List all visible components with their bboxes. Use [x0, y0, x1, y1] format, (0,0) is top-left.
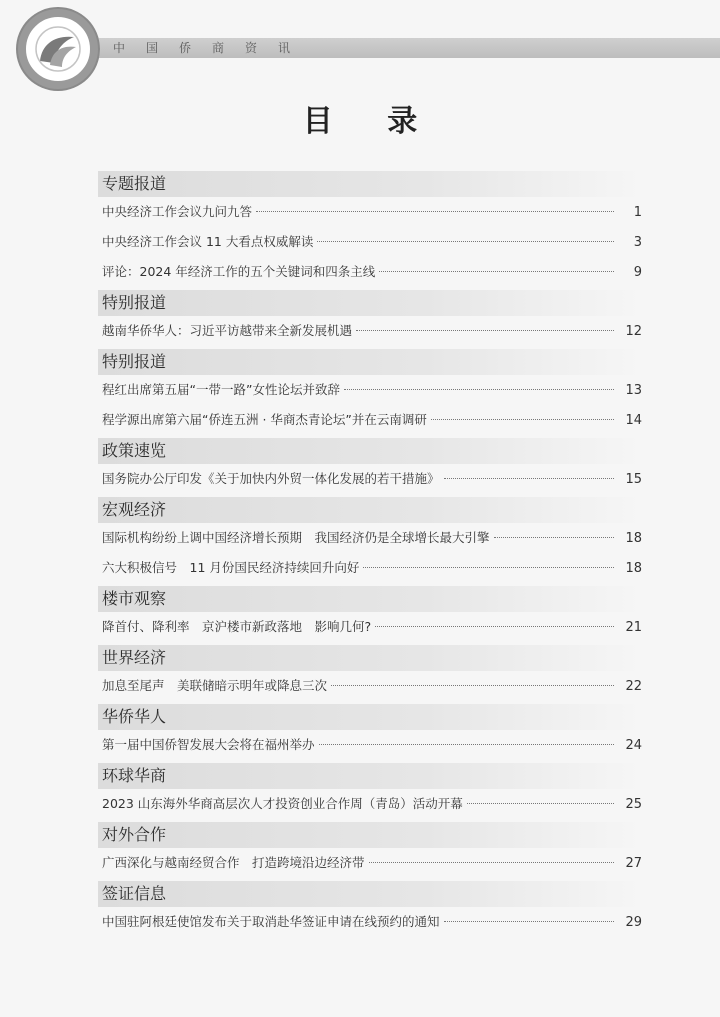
entry-title: 越南华侨华人：习近平访越带来全新发展机遇	[102, 323, 353, 338]
page-number: 9	[633, 265, 642, 280]
dot-leader	[379, 271, 614, 272]
page-number: 22	[625, 679, 642, 694]
entry-title: 程红出席第五届“一带一路”女性论坛并致辞	[102, 382, 340, 397]
dot-leader	[375, 626, 614, 627]
entry-title: 中央经济工作会议 11 大看点权威解读	[102, 234, 314, 249]
entry-title: 中央经济工作会议九问九答	[102, 204, 253, 219]
dot-leader	[431, 419, 614, 420]
page-number: 12	[625, 324, 642, 339]
section-heading: 宏观经济	[98, 497, 642, 523]
section-heading: 政策速览	[98, 438, 642, 464]
entry-title: 国务院办公厅印发《关于加快内外贸一体化发展的若干措施》	[102, 471, 440, 486]
page-number: 13	[625, 383, 642, 398]
section-heading: 专题报道	[98, 171, 642, 197]
toc-section	[98, 349, 642, 435]
section-heading: 楼市观察	[98, 586, 642, 612]
page-number: 29	[625, 915, 642, 930]
toc-section	[98, 704, 642, 760]
magazine-logo	[16, 7, 100, 91]
page-number: 18	[625, 561, 642, 576]
page-number: 24	[625, 738, 642, 753]
section-heading: 特别报道	[98, 349, 642, 375]
dot-leader	[331, 685, 614, 686]
dot-leader	[467, 803, 614, 804]
dot-leader	[256, 211, 614, 212]
toc-section	[98, 822, 642, 878]
toc-entry[interactable]	[98, 671, 642, 701]
page-number: 1	[633, 205, 642, 220]
section-heading: 签证信息	[98, 881, 642, 907]
toc-entry[interactable]	[98, 612, 642, 642]
entry-title: 2023 山东海外华商高层次人才投资创业合作周（青岛）活动开幕	[102, 796, 463, 811]
dot-leader	[363, 567, 614, 568]
toc-entry[interactable]	[98, 464, 642, 494]
entry-title: 程学源出席第六届“侨连五洲 · 华商杰青论坛”并在云南调研	[102, 412, 427, 427]
toc-section	[98, 171, 642, 287]
page-title: 目 录	[302, 104, 440, 139]
toc-section	[98, 438, 642, 494]
page-number: 21	[625, 620, 642, 635]
page-number: 25	[625, 797, 642, 812]
section-heading: 华侨华人	[98, 704, 642, 730]
page-number: 14	[625, 413, 642, 428]
dot-leader	[444, 478, 614, 479]
dot-leader	[369, 862, 614, 863]
toc-section	[98, 881, 642, 937]
toc-section	[98, 290, 642, 346]
toc-section	[98, 586, 642, 642]
dot-leader	[494, 537, 614, 538]
toc-entry[interactable]	[98, 553, 642, 583]
toc-section	[98, 645, 642, 701]
entry-title: 降首付、降利率 京沪楼市新政落地 影响几何?	[102, 619, 372, 634]
toc-entry[interactable]	[98, 848, 642, 878]
entry-title: 评论：2024 年经济工作的五个关键词和四条主线	[102, 264, 376, 279]
section-heading: 特别报道	[98, 290, 642, 316]
toc-entry[interactable]	[98, 227, 642, 257]
dot-leader	[317, 241, 614, 242]
entry-title: 加息至尾声 美联储暗示明年或降息三次	[102, 678, 328, 693]
table-of-contents	[98, 171, 642, 940]
entry-title: 六大积极信号 11 月份国民经济持续回升向好	[102, 560, 360, 575]
toc-entry[interactable]	[98, 316, 642, 346]
toc-entry[interactable]	[98, 523, 642, 553]
page-number: 15	[625, 472, 642, 487]
toc-entry[interactable]	[98, 197, 642, 227]
toc-entry[interactable]	[98, 405, 642, 435]
section-heading: 对外合作	[98, 822, 642, 848]
page-number: 3	[633, 235, 642, 250]
toc-entry[interactable]	[98, 730, 642, 760]
entry-title: 中国驻阿根廷使馆发布关于取消赴华签证申请在线预约的通知	[102, 914, 440, 929]
entry-title: 国际机构纷纷上调中国经济增长预期 我国经济仍是全球增长最大引擎	[102, 530, 490, 545]
page-number: 27	[625, 856, 642, 871]
toc-entry[interactable]	[98, 907, 642, 937]
dot-leader	[319, 744, 614, 745]
magazine-name: 中国侨商资讯	[113, 41, 312, 55]
dot-leader	[444, 921, 614, 922]
toc-section	[98, 763, 642, 819]
dot-leader	[356, 330, 614, 331]
toc-entry[interactable]	[98, 257, 642, 287]
section-heading: 世界经济	[98, 645, 642, 671]
toc-entry[interactable]	[98, 789, 642, 819]
toc-entry[interactable]	[98, 375, 642, 405]
logo-emblem-icon	[16, 7, 100, 91]
dot-leader	[344, 389, 614, 390]
entry-title: 第一届中国侨智发展大会将在福州举办	[102, 737, 315, 752]
toc-section	[98, 497, 642, 583]
page-number: 18	[625, 531, 642, 546]
section-heading: 环球华商	[98, 763, 642, 789]
entry-title: 广西深化与越南经贸合作 打造跨境沿边经济带	[102, 855, 365, 870]
